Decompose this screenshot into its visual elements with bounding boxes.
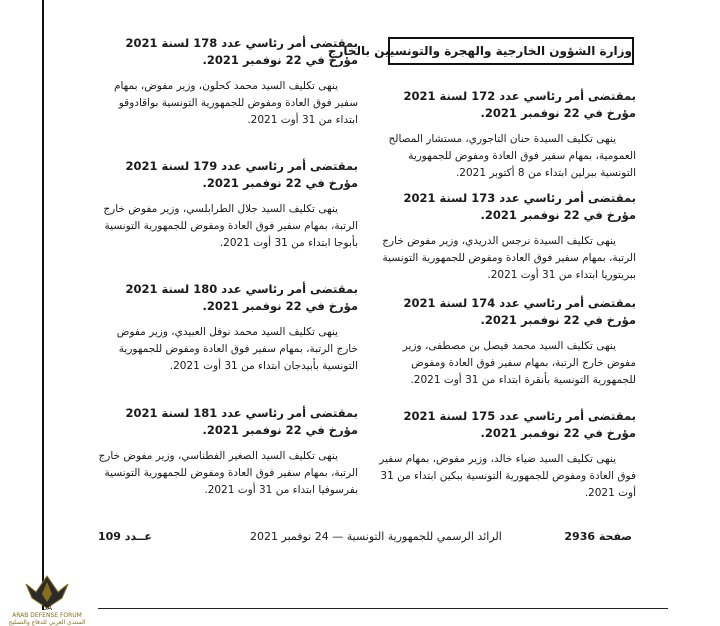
bottom-rule: [98, 608, 668, 609]
decree-heading: بمقتضى أمر رئاسي عدد 173 لسنة 2021 مؤرخ في 22 نوفمبر 2021.: [403, 191, 636, 222]
logo-caption: [6, 612, 88, 626]
decree-body: ينهى تكليف السيد جلال الطرابلسي، وزير مفوض خارج الرتبة، بمهام سفير فوق العادة ومفوض للجمهورية التونسية بأبوجا ابتداء من 31 أوت 2021.: [103, 203, 358, 249]
decree-178: [96, 35, 358, 129]
decree-173: [374, 190, 636, 284]
decree-body: ينهى تكليف السيدة نرجس الدريدي، وزير مفوض خارج الرتبة، بمهام سفير فوق العادة ومفوض للجمهورية التونسية ببريتوريا ابتداء من 31 أوت 2021.: [382, 235, 636, 281]
decree-heading: بمقتضى أمر رئاسي عدد 179 لسنة 2021 مؤرخ في 22 نوفمبر 2021.: [125, 159, 358, 190]
logo-caption-ar: المنتدى العربي للدفاع والتسليح: [8, 619, 86, 626]
decree-heading: بمقتضى أمر رئاسي عدد 178 لسنة 2021 مؤرخ في 22 نوفمبر 2021.: [125, 36, 358, 67]
footer-page-number: صفحة 2936: [564, 530, 632, 543]
decree-body: ينهى تكليف السيدة حنان التاجوري، مستشار المصالح العمومية، بمهام سفير فوق العادة ومفوض للجمهورية التونسية ببرلين ابتداء من 8 أكتوبر 2021.: [388, 133, 636, 179]
decree-181: [96, 405, 358, 499]
decree-body: ينهى تكليف السيد الصغير الفطناسي، وزير مفوض خارج الرتبة، بمهام سفير فوق العادة ومفوض للجمهورية التونسية بفرسوفيا ابتداء من 31 أوت 2021.: [98, 450, 358, 496]
decree-179: [96, 158, 358, 252]
decree-body: ينهى تكليف السيد محمد كحلون، وزير مفوض، بمهام سفير فوق العادة ومفوض للجمهورية التونسية بواقادوقو ابتداء من 31 أوت 2021.: [113, 80, 358, 126]
arab-defense-forum-logo: [6, 572, 88, 626]
decree-heading: بمقتضى أمر رئاسي عدد 174 لسنة 2021 مؤرخ في 22 نوفمبر 2021.: [403, 296, 636, 327]
decree-172: [374, 88, 636, 182]
decree-heading: بمقتضى أمر رئاسي عدد 181 لسنة 2021 مؤرخ في 22 نوفمبر 2021.: [125, 406, 358, 437]
decree-174: [374, 295, 636, 389]
decree-heading: بمقتضى أمر رئاسي عدد 180 لسنة 2021 مؤرخ في 22 نوفمبر 2021.: [125, 282, 358, 313]
logo-initials: DA: [41, 604, 53, 612]
decree-175: [374, 408, 636, 502]
decree-heading: بمقتضى أمر رئاسي عدد 175 لسنة 2021 مؤرخ في 22 نوفمبر 2021.: [403, 409, 636, 440]
footer-journal-title: الرائد الرسمي للجمهورية التونسية — 24 نوفمبر 2021: [250, 530, 502, 543]
decree-heading: بمقتضى أمر رئاسي عدد 172 لسنة 2021 مؤرخ في 22 نوفمبر 2021.: [403, 89, 636, 120]
decree-body: ينهى تكليف السيد محمد فيصل بن مصطفى، وزير مفوض خارج الرتبة، بمهام سفير فوق العادة ومفوض للجمهورية التونسية بأنقرة ابتداء من 31 أوت 2021.: [402, 340, 636, 386]
decree-body: ينهى تكليف السيد ضياء خالد، وزير مفوض، بمهام سفير فوق العادة ومفوض للجمهورية التونسية ببكين ابتداء من 31 أوت 2021.: [379, 453, 636, 499]
footer-issue-number: عــدد 109: [98, 530, 152, 543]
decree-body: ينهى تكليف السيد محمد نوفل العبيدي، وزير مفوض خارج الرتبة، بمهام سفير فوق العادة ومفوض للجمهورية التونسية بأبيدجان ابتداء من 31 أوت 2021.: [116, 326, 358, 372]
ministry-header: وزارة الشؤون الخارجية والهجرة والتونسيين بالخارج: [388, 37, 634, 65]
eagle-emblem-icon: [6, 572, 88, 612]
logo-caption-en: ARAB DEFENSE FORUM: [12, 612, 82, 619]
page-edge-rule: [42, 0, 44, 610]
decree-180: [96, 281, 358, 375]
